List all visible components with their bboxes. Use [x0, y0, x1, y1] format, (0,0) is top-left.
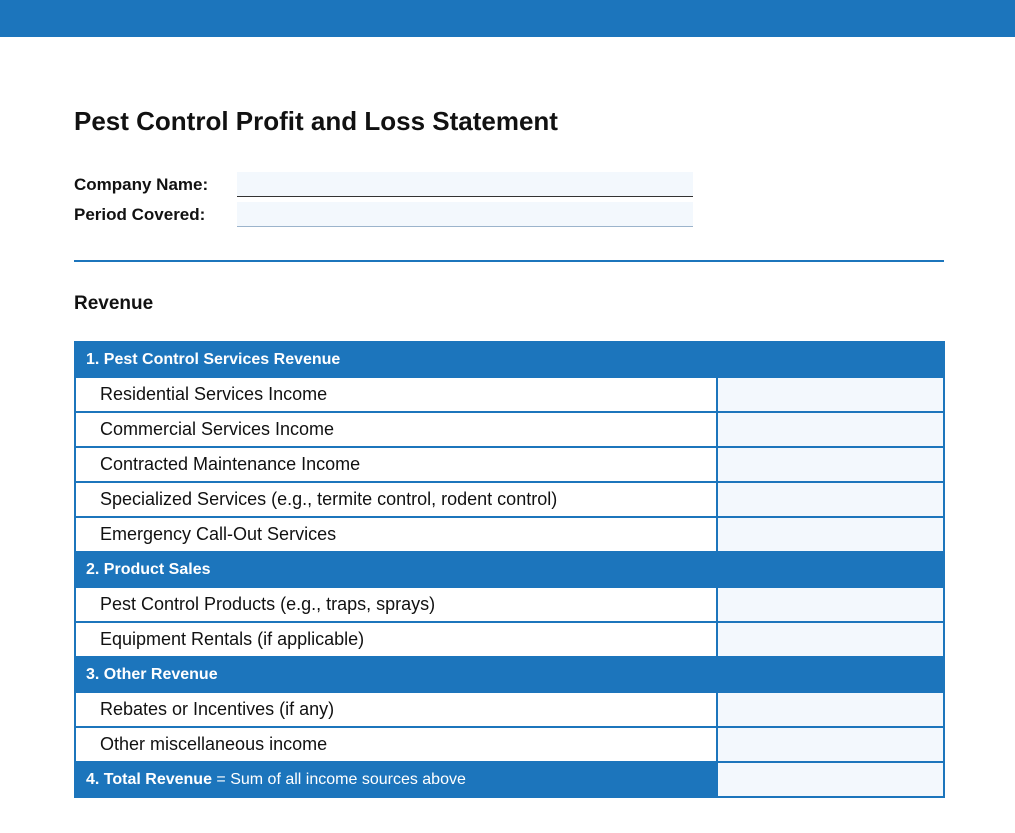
- period-covered-label: Period Covered:: [74, 205, 206, 224]
- period-covered-row: [74, 202, 205, 228]
- total-revenue-note: = Sum of all income sources above: [211, 770, 466, 788]
- table-row: [75, 517, 944, 552]
- amount-cell[interactable]: [717, 447, 944, 482]
- table-row: [75, 482, 944, 517]
- amount-cell[interactable]: [717, 587, 944, 622]
- group-header-row: [75, 552, 944, 587]
- line-item-label: Residential Services Income: [75, 377, 717, 412]
- line-item-label: Equipment Rentals (if applicable): [75, 622, 717, 657]
- line-item-label: Specialized Services (e.g., termite control, rodent control): [75, 482, 717, 517]
- revenue-heading: Revenue: [74, 293, 154, 314]
- period-covered-input[interactable]: [237, 202, 693, 227]
- section-divider: [74, 260, 944, 262]
- line-item-label: Other miscellaneous income: [75, 727, 717, 762]
- line-item-label: Pest Control Products (e.g., traps, sprays): [75, 587, 717, 622]
- top-accent-bar: [0, 0, 1015, 37]
- amount-cell[interactable]: [717, 377, 944, 412]
- table-row: [75, 377, 944, 412]
- amount-cell[interactable]: [717, 482, 944, 517]
- company-name-label: Company Name:: [74, 175, 209, 194]
- line-item-label: Emergency Call-Out Services: [75, 517, 717, 552]
- line-item-label: Commercial Services Income: [75, 412, 717, 447]
- total-revenue-label: [75, 762, 717, 797]
- table-row: [75, 692, 944, 727]
- amount-cell[interactable]: [717, 517, 944, 552]
- group-title: 2. Product Sales: [75, 552, 944, 587]
- total-revenue-row: [75, 762, 944, 797]
- revenue-table: [74, 341, 945, 798]
- amount-cell[interactable]: [717, 622, 944, 657]
- total-revenue-amount[interactable]: [717, 762, 944, 797]
- page-title: Pest Control Profit and Loss Statement: [74, 106, 558, 136]
- amount-cell[interactable]: [717, 692, 944, 727]
- table-row: [75, 622, 944, 657]
- line-item-label: Contracted Maintenance Income: [75, 447, 717, 482]
- group-title: 1. Pest Control Services Revenue: [75, 342, 944, 377]
- table-row: [75, 447, 944, 482]
- total-revenue-title: 4. Total Revenue: [86, 770, 212, 788]
- group-header-row: [75, 657, 944, 692]
- company-name-input[interactable]: [237, 172, 693, 197]
- group-header-row: [75, 342, 944, 377]
- amount-cell[interactable]: [717, 727, 944, 762]
- company-name-row: [74, 172, 208, 198]
- amount-cell[interactable]: [717, 412, 944, 447]
- table-row: [75, 412, 944, 447]
- table-row: [75, 587, 944, 622]
- table-row: [75, 727, 944, 762]
- group-title: 3. Other Revenue: [75, 657, 944, 692]
- line-item-label: Rebates or Incentives (if any): [75, 692, 717, 727]
